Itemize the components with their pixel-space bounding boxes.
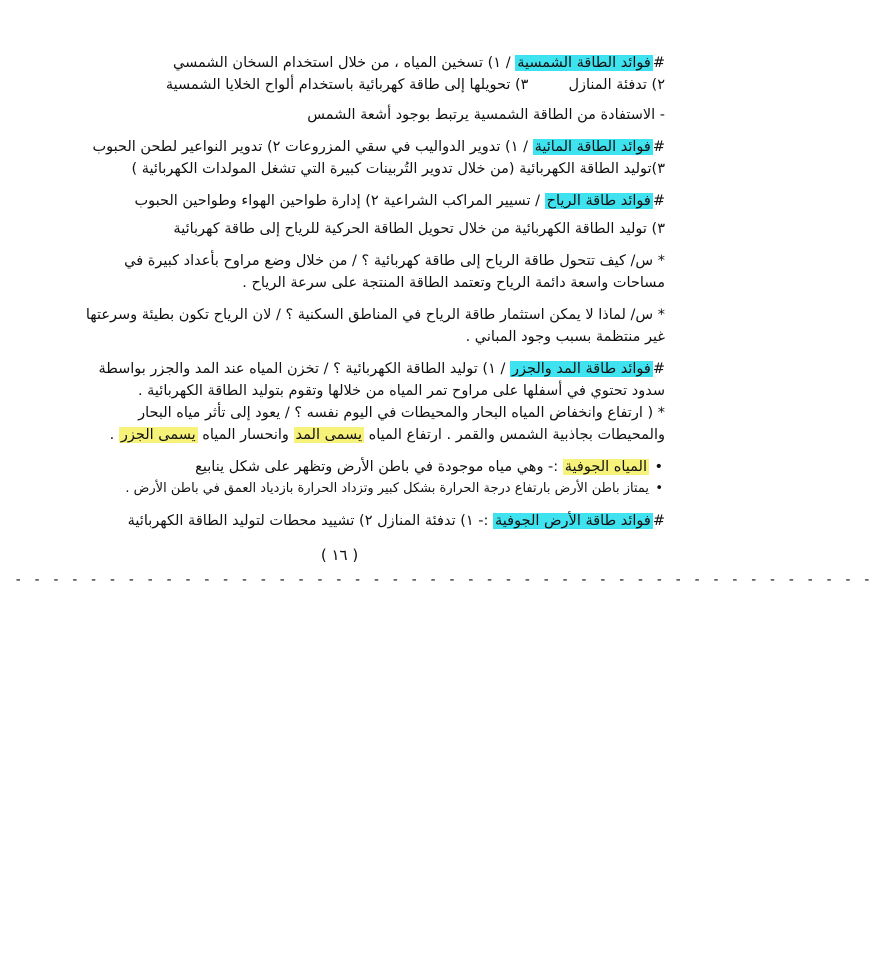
question-2-line-2: غير منتظمة بسبب وجود المباني .: [465, 329, 665, 345]
question-2: [14, 304, 665, 348]
water-line-1: [14, 136, 665, 158]
solar-section: [14, 52, 665, 126]
geothermal-heading: فوائد طاقة الأرض الجوفية: [495, 513, 651, 529]
geothermal-benefits: :- ١) تدفئة المنازل ٢) تشييد محطات لتوليد الطاقة الكهربائية: [127, 513, 494, 529]
hash-mark: #: [652, 55, 665, 71]
low-tide-term: يسمى الجزر: [120, 427, 196, 443]
groundwater-term: المياه الجوفية: [564, 459, 647, 475]
tide-text: والمحيطات بجاذبية الشمس والقمر . ارتفاع المياه: [364, 427, 665, 443]
water-benefits: / ١) تدوير الدواليب في سقي المزروعات ٢) تدوير النواعير لطحن الحبوب: [92, 139, 533, 155]
solar-line-1: [14, 52, 665, 74]
water-section: [14, 136, 665, 180]
solar-note: - الاستفادة من الطاقة الشمسية يرتبط بوجود أشعة الشمس: [307, 107, 665, 123]
question-1-line-1: * س/ كيف تتحول طاقة الرياح إلى طاقة كهربائية ؟ / من خلال وضع مراوح بأعداد كبيرة في: [124, 253, 665, 269]
solar-benefit-3: ٣) تحويلها إلى طاقة كهربائية باستخدام ألواح الخلايا الشمسية: [165, 77, 529, 93]
question-2-line-1: * س/ لماذا لا يمكن استثمار طاقة الرياح في المناطق السكنية ؟ / لان الرياح تكون بطيئة وسرعتها: [85, 307, 665, 323]
tide-line-3: * ( ارتفاع وانخفاض المياه البحار والمحيطات في اليوم نفسه ؟ / يعود إلى تأثر مياه البحار: [138, 405, 665, 421]
hash-mark: #: [652, 513, 665, 529]
water-line-2: ٣)توليد الطاقة الكهربائية (من خلال تدوير التُربينات كبيرة التي تشغل المولدات الكهربائية ): [131, 161, 665, 177]
groundwater-def-text: :- وهي مياه موجودة في باطن الأرض وتظهر على شكل ينابيع: [195, 459, 563, 475]
wind-benefits: / تسيير المراكب الشراعية ٢) إدارة طواحين الهواء وطواحين الحبوب: [134, 193, 545, 209]
question-1-line-2: مساحات واسعة دائمة الرياح وتعتمد الطاقة المنتجة على سرعة الرياح .: [242, 275, 665, 291]
solar-benefit-2: ٢) تدفئة المنازل: [568, 77, 665, 93]
tide-text: وانحسار المياه: [197, 427, 294, 443]
question-1: [14, 250, 665, 294]
high-tide-term: يسمى المد: [295, 427, 363, 443]
geothermal-section: [14, 510, 665, 532]
wind-section: [14, 190, 665, 240]
page-number: ( ١٦ ): [320, 546, 359, 564]
hash-mark: #: [652, 193, 665, 209]
hash-mark: #: [652, 139, 665, 155]
geothermal-line-1: [14, 510, 665, 532]
tide-section: [14, 358, 665, 446]
tide-text: .: [109, 427, 119, 443]
wind-line-2: ٣) توليد الطاقة الكهربائية من خلال تحويل الطاقة الحركية للرياح إلى طاقة كهربائية: [173, 221, 665, 237]
solar-line-2: [14, 74, 665, 96]
separator-line: - - - - - - - - - - - - - - - - - - - - - - - - - - - - - - - - - - - - - - - - - - - - - -: [14, 572, 872, 588]
wind-heading: فوائد طاقة الرياح: [546, 193, 651, 209]
tide-benefit: / ١) توليد الطاقة الكهربائية ؟ / تخزن المياه عند المد والجزر بواسطة: [98, 361, 510, 377]
solar-heading: فوائد الطاقة الشمسية: [517, 55, 651, 71]
groundwater-fact: • يمتاز باطن الأرض بارتفاع درجة الحرارة بشكل كبير وتزداد الحرارة بازدياد العمق في باطن الأرض .: [14, 478, 665, 500]
hash-mark: #: [652, 361, 665, 377]
tide-line-1: [14, 358, 665, 380]
wind-line-1: [14, 190, 665, 212]
groundwater-definition: [14, 456, 665, 478]
groundwater-section: [14, 456, 665, 500]
tide-line-4: [14, 424, 665, 446]
solar-benefit-1: / ١) تسخين المياه ، من خلال استخدام السخان الشمسي: [173, 55, 516, 71]
tide-heading: فوائد طاقة المد والجزر: [512, 361, 651, 377]
water-heading: فوائد الطاقة المائية: [534, 139, 651, 155]
tide-line-2: سدود تحتوي في أسفلها على مراوح تمر المياه من خلالها وتقوم بتوليد الطاقة الكهربائية .: [137, 383, 665, 399]
